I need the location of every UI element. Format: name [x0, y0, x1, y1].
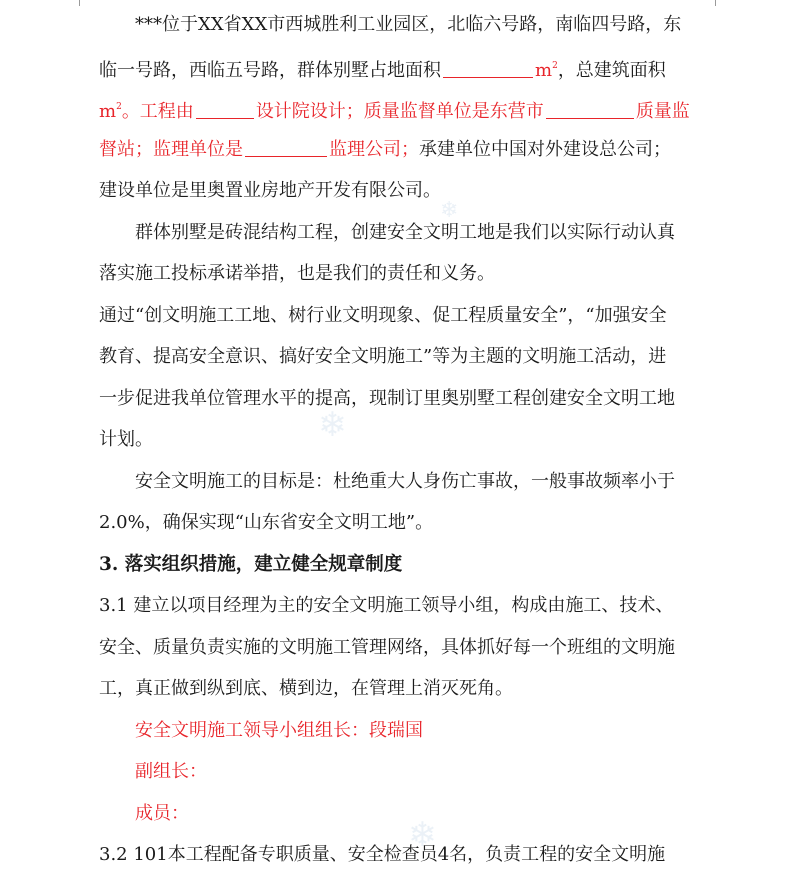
paragraph-line	[99, 87, 699, 129]
superscript: 2	[552, 60, 558, 71]
paragraph-line	[99, 170, 699, 212]
text: 临一号路，西临五号路，群体别墅占地面积	[99, 59, 441, 81]
text: ，总建筑面积	[557, 59, 666, 81]
paragraph-line	[99, 585, 699, 627]
text: ***位于XX省XX市西城胜利工业园区，北临六号路，南临四号路，东	[135, 14, 682, 35]
text: 2.0%，确保实现“山东省安全文明工地”。	[99, 512, 434, 533]
text: 安全文明施工领导小组组长：段瑞国	[135, 719, 423, 741]
text: 监理公司；	[329, 138, 419, 160]
paragraph-line	[99, 336, 699, 378]
text: 计划。	[99, 429, 153, 450]
watermark-snowflake-icon: ❄	[440, 198, 459, 223]
text: 副组长：	[135, 761, 207, 782]
unit-text: m	[99, 101, 117, 122]
blank-field	[443, 55, 533, 78]
paragraph-line	[99, 627, 699, 669]
text: 工，真正做到纵到底、横到边，在管理上消灭死角。	[99, 678, 513, 699]
paragraph-line	[99, 4, 699, 46]
text: 质量监	[635, 101, 690, 122]
team-leader-line	[99, 710, 699, 752]
text: 通过“创文明施工工地、树行业文明现象、促工程质量安全”，“加强安全	[99, 304, 667, 326]
paragraph-line	[99, 502, 699, 544]
paragraph-line	[99, 668, 699, 710]
team-members-line	[99, 793, 699, 835]
page-margin-mark-right	[715, 0, 716, 6]
section-heading: 3. 落实组织措施，建立健全规章制度	[99, 553, 403, 575]
paragraph-line	[99, 834, 699, 876]
paragraph-line	[99, 295, 699, 337]
text: 安全、质量负责实施的文明施工管理网络，具体抓好每一个班组的文明施	[99, 636, 675, 658]
text: 3.1 建立以项目经理为主的安全文明施工领导小组，构成由施工、技术、	[99, 595, 674, 616]
text: 群体别墅是砖混结构工程，创建安全文明工地是我们以实际行动认真	[135, 221, 675, 243]
text: 3.2 101本工程配备专职质量、安全检查员4名，负责工程的安全文明施	[99, 844, 666, 865]
text: 督站；监理单位是	[99, 138, 243, 160]
text: 落实施工投标承诺举措，也是我们的责任和义务。	[99, 263, 495, 284]
blank-field	[245, 134, 327, 157]
paragraph-line	[99, 461, 699, 503]
text: 教育、提高安全意识、搞好安全文明施工”等为主题的文明施工活动，进	[99, 346, 667, 367]
paragraph-line	[99, 253, 699, 295]
text: 承建单位中国对外建设总公司；	[419, 138, 671, 160]
text: 设计院设计；质量监督单位是东营市	[255, 101, 544, 122]
superscript: 2	[116, 102, 122, 112]
text: 建设单位是里奥置业房地产开发有限公司。	[99, 180, 441, 201]
paragraph-line	[99, 212, 699, 254]
paragraph-line	[99, 419, 699, 461]
paragraph-line	[99, 129, 699, 171]
paragraph-line	[99, 378, 699, 420]
watermark-snowflake-icon: ❄	[318, 405, 347, 445]
watermark-snowflake-icon: ❄	[408, 815, 437, 855]
unit-text: m	[535, 59, 553, 81]
page-margin-mark-left	[79, 0, 80, 6]
document-page	[99, 4, 699, 876]
text: 安全文明施工的目标是：杜绝重大人身伤亡事故，一般事故频率小于	[135, 470, 675, 492]
team-deputy-line	[99, 751, 699, 793]
text: 一步促进我单位管理水平的提高，现制订里奥别墅工程创建安全文明工地	[99, 387, 675, 409]
blank-field	[196, 96, 254, 119]
blank-field	[546, 96, 634, 119]
paragraph-line	[99, 46, 699, 88]
text: 。工程由	[121, 101, 194, 122]
text: 成员：	[135, 802, 189, 824]
